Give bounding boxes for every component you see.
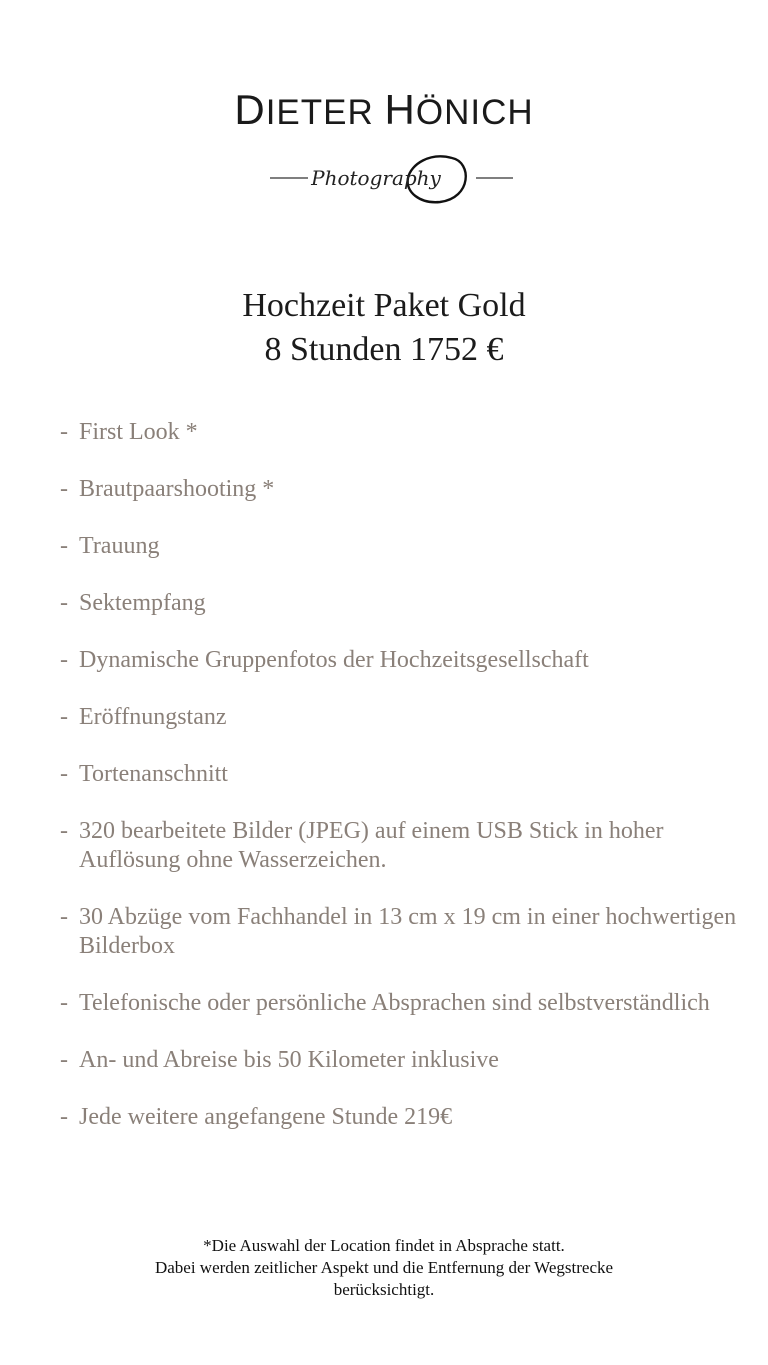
brand-name xyxy=(0,86,768,137)
list-dash: - xyxy=(60,476,68,502)
list-item xyxy=(60,418,750,447)
list-item-text: An- und Abreise bis 50 Kilometer inklusive xyxy=(79,1047,499,1073)
list-dash: - xyxy=(60,1047,68,1073)
list-item xyxy=(60,1046,750,1075)
list-dash: - xyxy=(60,990,68,1016)
list-dash: - xyxy=(60,818,68,844)
footnote-line: berücksichtigt. xyxy=(333,1280,435,1299)
brand-first-name: IETER xyxy=(265,93,374,132)
list-item-text: 30 Abzüge vom Fachhandel in 13 cm x 19 cm in einer hochwertigen Bilderbox xyxy=(79,904,737,959)
list-item xyxy=(60,760,750,789)
tagline-ornament xyxy=(0,140,768,220)
footnote-line: *Die Auswahl der Location findet in Absprache statt. xyxy=(203,1236,565,1255)
list-item xyxy=(60,703,750,732)
list-item xyxy=(60,532,750,561)
list-item xyxy=(60,589,750,618)
brand-tagline-row xyxy=(0,140,768,220)
feature-list xyxy=(60,418,750,1160)
list-item-text: 320 bearbeitete Bilder (JPEG) auf einem USB Stick in hoher Auflösung ohne Wasserzeichen. xyxy=(79,818,664,873)
list-item xyxy=(60,475,750,504)
brand-initial-last: H xyxy=(384,86,416,133)
list-item-text: Telefonische oder persönliche Absprachen sind selbstverständlich xyxy=(79,990,710,1016)
list-item xyxy=(60,903,750,961)
footnote xyxy=(0,1235,768,1301)
list-item xyxy=(60,817,750,875)
list-item-text: Tortenanschnitt xyxy=(79,761,228,787)
footnote-line: Dabei werden zeitlicher Aspekt und die Entfernung der Wegstrecke xyxy=(154,1258,614,1277)
package-title xyxy=(0,284,768,372)
package-price: 8 Stunden 1752 € xyxy=(264,331,504,368)
package-name: Hochzeit Paket Gold xyxy=(242,287,526,324)
list-item xyxy=(60,989,750,1018)
list-item xyxy=(60,646,750,675)
brand-initial-first: D xyxy=(234,86,266,133)
list-item-text: Eröffnungstanz xyxy=(79,704,227,730)
list-item-text: Dynamische Gruppenfotos der Hochzeitsgesellschaft xyxy=(79,647,589,673)
list-item xyxy=(60,1103,750,1132)
list-item-text: Sektempfang xyxy=(79,590,206,616)
list-dash: - xyxy=(60,590,68,616)
brand-logo xyxy=(0,86,768,137)
list-dash: - xyxy=(60,533,68,559)
list-dash: - xyxy=(60,419,68,445)
list-item-text: First Look * xyxy=(79,419,198,445)
brand-last-name: ÖNICH xyxy=(415,93,534,132)
list-item-text: Jede weitere angefangene Stunde 219€ xyxy=(79,1104,453,1130)
list-dash: - xyxy=(60,1104,68,1130)
list-item-text: Brautpaarshooting * xyxy=(79,476,275,502)
list-dash: - xyxy=(60,904,68,930)
list-item-text: Trauung xyxy=(79,533,160,559)
tagline-text: Photography xyxy=(311,166,441,190)
list-dash: - xyxy=(60,647,68,673)
list-dash: - xyxy=(60,704,68,730)
list-dash: - xyxy=(60,761,68,787)
